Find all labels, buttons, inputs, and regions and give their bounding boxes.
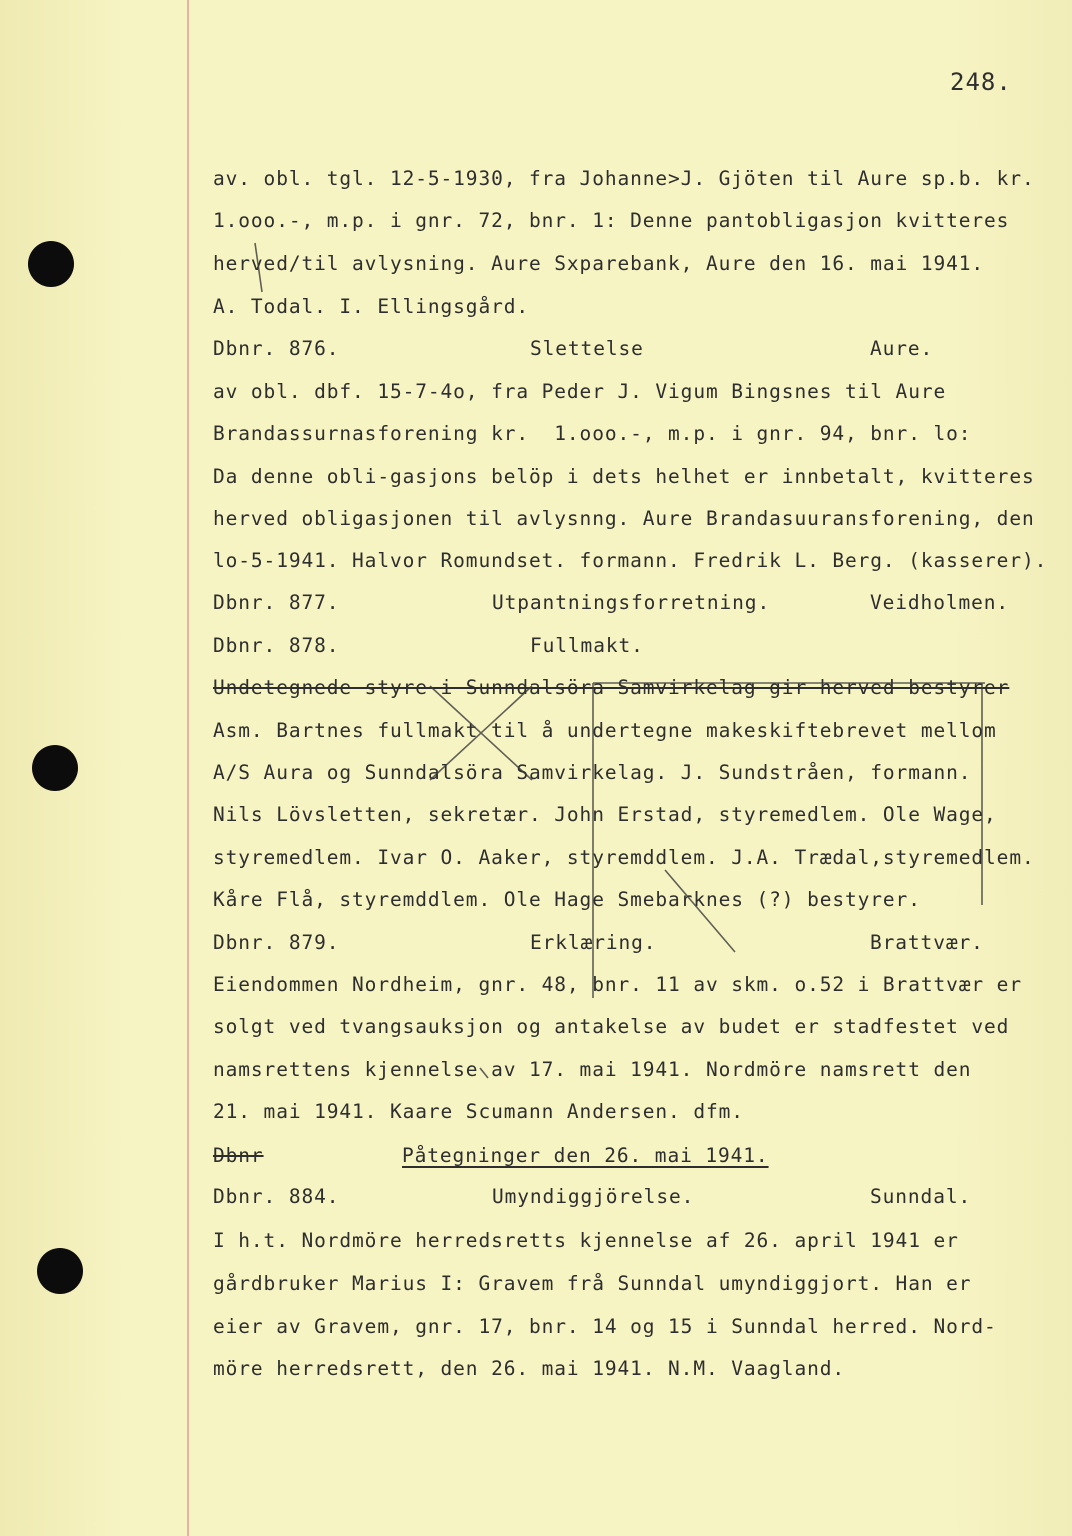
section-heading: Påtegninger den 26. mai 1941. [402, 1144, 769, 1167]
entry-place: Brattvær. [870, 931, 984, 954]
text-line: Da denne obli-gasjons belöp i dets helhet er innbetalt, kvitteres [213, 465, 1035, 488]
text-line: lo-5-1941. Halvor Romundset. formann. Fredrik L. Berg. (kasserer). [213, 549, 1048, 572]
text-line: I h.t. Nordmöre herredsretts kjennelse af 26. april 1941 er [213, 1229, 959, 1252]
entry-number: Dbnr. 879. [213, 931, 340, 954]
entry-type: Utpantningsforretning. [492, 591, 771, 614]
entry-type: Umyndiggjörelse. [492, 1185, 695, 1208]
entry-number: Dbnr. 877. [213, 591, 340, 614]
text-line: Eiendommen Nordheim, gnr. 48, bnr. 11 av skm. o.52 i Brattvær er [213, 973, 1022, 996]
text-line: Nils Lövsletten, sekretær. John Erstad, styremedlem. Ole Wage, [213, 803, 997, 826]
tick-stroke [480, 1068, 488, 1078]
text-line: herved obligasjonen til avlysnng. Aure Brandasuuransforening, den [213, 507, 1035, 530]
text-line: 21. mai 1941. Kaare Scumann Andersen. dfm. [213, 1100, 744, 1123]
entry-place: Aure. [870, 337, 934, 360]
text-line: herved/til avlysning. Aure Sxparebank, Aure den 16. mai 1941. [213, 252, 985, 275]
entry-type: Erklæring. [530, 931, 657, 954]
text-line: A. Todal. I. Ellingsgård. [213, 295, 529, 318]
text-line: Asm. Bartnes fullmakt til å undertegne makeskiftebrevet mellom [213, 719, 997, 742]
text-line: Brandassurnasforening kr. 1.ooo.-, m.p. i gnr. 94, bnr. lo: [213, 422, 972, 445]
text-line: möre herredsrett, den 26. mai 1941. N.M. Vaagland. [213, 1357, 845, 1380]
text-line: namsrettens kjennelse av 17. mai 1941. Nordmöre namsrett den [213, 1058, 972, 1081]
text-line: 1.ooo.-, m.p. i gnr. 72, bnr. 1: Denne pantobligasjon kvitteres [213, 209, 1010, 232]
text-line: styremedlem. Ivar O. Aaker, styremddlem. J.A. Trædal,styremedlem. [213, 846, 1035, 869]
entry-place: Sunndal. [870, 1185, 972, 1208]
entry-number: Dbnr. 884. [213, 1185, 340, 1208]
entry-number: Dbnr. 876. [213, 337, 340, 360]
text-line: av. obl. tgl. 12-5-1930, fra Johanne>J. Gjöten til Aure sp.b. kr. [213, 167, 1035, 190]
diagonal-stroke [665, 870, 735, 952]
page-number: 248. [950, 68, 1012, 96]
text-line: gårdbruker Marius I: Gravem frå Sunndal umyndiggjort. Han er [213, 1272, 972, 1295]
text-line: Kåre Flå, styremddlem. Ole Hage Smebarknes (?) bestyrer. [213, 888, 921, 911]
section-label-struck: Dbnr [213, 1144, 264, 1167]
slash-stroke [255, 243, 262, 292]
entry-type: Slettelse [530, 337, 644, 360]
text-line: av obl. dbf. 15-7-4o, fra Peder J. Vigum Bingsnes til Aure [213, 380, 947, 403]
entry-number: Dbnr. 878. [213, 634, 340, 657]
entry-type: Fullmakt. [530, 634, 644, 657]
entry-place: Veidholmen. [870, 591, 1010, 614]
text-line-struck: Undetegnede styre i Sunndalsöra Samvirkelag gir herved bestyrer [213, 676, 1010, 699]
text-line: A/S Aura og Sunndalsöra Samvirkelag. J. Sundstråen, formann. [213, 761, 972, 784]
text-line: solgt ved tvangsauksjon og antakelse av budet er stadfestet ved [213, 1015, 1010, 1038]
text-line: eier av Gravem, gnr. 17, bnr. 14 og 15 i Sunndal herred. Nord- [213, 1315, 997, 1338]
